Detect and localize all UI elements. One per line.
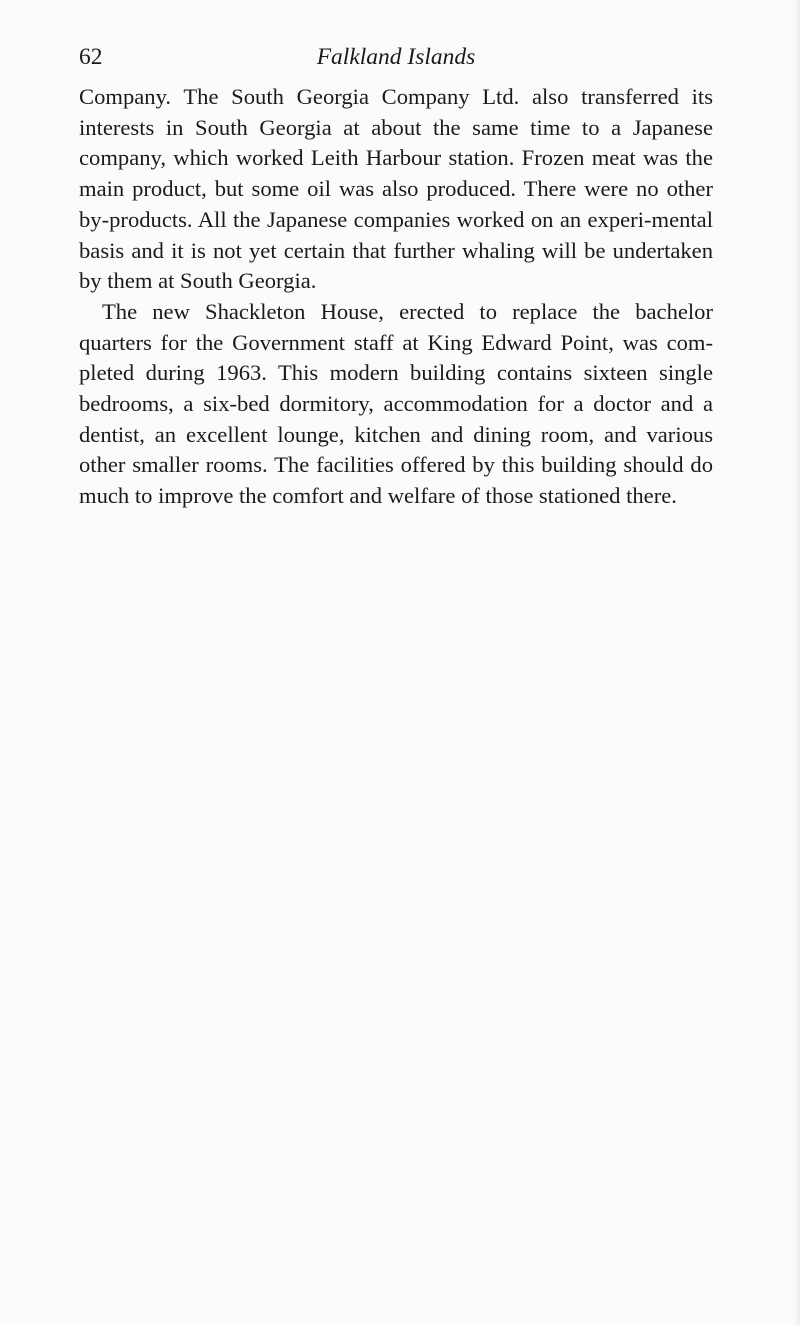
paragraph-1: Company. The South Georgia Company Ltd. also transferred its interests in South Georgia at about the same time to a Japanese company, which worked Leith Harbour station. Frozen meat was the main product, but some oil was also produced. There were no other by-products. All the Japanese companies worked on an experi-mental basis and it is not yet certain that further whaling will be undertaken by them at South Georgia. (79, 84, 713, 294)
running-title: Falkland Islands (316, 44, 476, 70)
paragraph-2: The new Shackleton House, erected to replace the bachelor quarters for the Government staff at King Edward Point, was com-pleted during 1963. This modern building contains sixteen single bedrooms, a six-bed dormitory, accommodation for a doctor and a dentist, an excellent lounge, kitchen and dining room, and various other smaller rooms. The facilities offered by this building should do much to improve the comfort and welfare of those stationed there. (79, 298, 713, 509)
page-edge-shadow (794, 0, 800, 1325)
body-text (79, 82, 713, 512)
page-number: 62 (79, 44, 103, 70)
running-header (79, 42, 713, 72)
